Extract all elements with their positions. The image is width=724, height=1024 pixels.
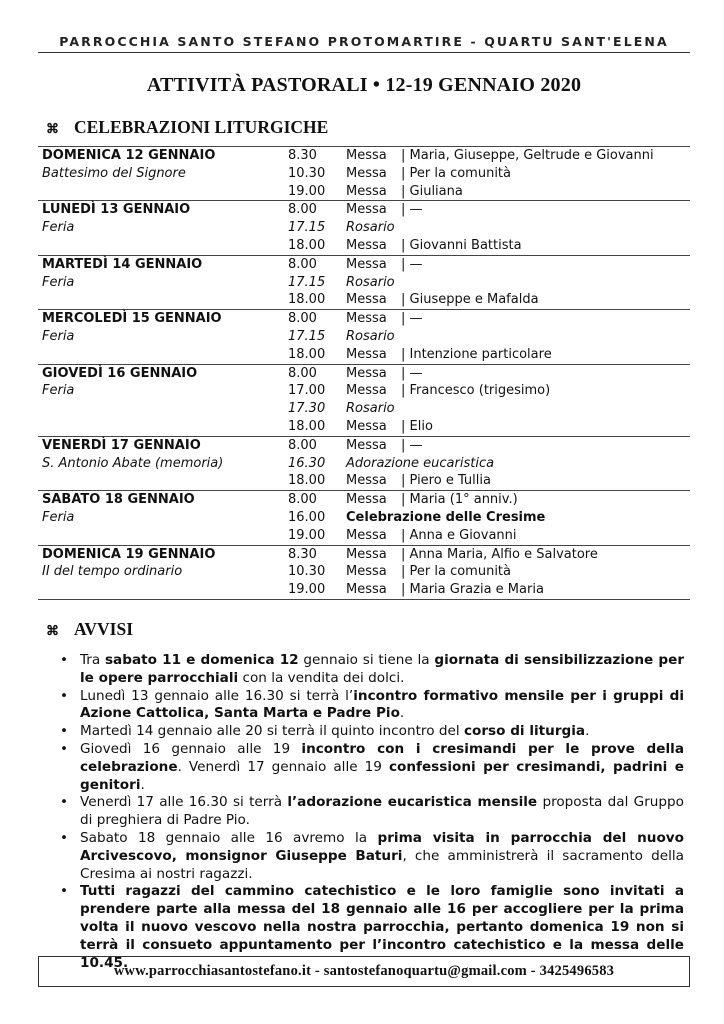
day-cell xyxy=(38,509,288,527)
separator: | xyxy=(401,256,410,272)
schedule-row xyxy=(38,436,690,454)
notice-text: . Venerdì 17 gennaio alle 19 xyxy=(177,758,389,775)
schedule-row xyxy=(38,509,690,527)
intention-cell xyxy=(401,165,690,183)
day-feast: Feria xyxy=(42,328,75,344)
header-rule xyxy=(38,52,690,53)
day-name: DOMENICA 12 GENNAIO xyxy=(42,148,216,163)
schedule-row xyxy=(38,581,690,599)
mass-intention: Intenzione particolare xyxy=(409,346,552,362)
day-block xyxy=(38,310,690,364)
section-bullet-icon: ⌘ xyxy=(46,121,59,136)
intention-cell xyxy=(401,382,690,400)
notice-text: proposta dal Gruppo di preghiera di Padre Pio. xyxy=(80,794,684,829)
day-feast: Battesimo del Signore xyxy=(42,165,186,181)
intention-cell xyxy=(401,418,690,436)
day-cell xyxy=(38,310,288,328)
celebration-type: Messa xyxy=(346,545,401,563)
time-cell: 18.00 xyxy=(288,418,326,434)
day-feast: Feria xyxy=(42,220,75,236)
day-name: LUNEDÌ 13 GENNAIO xyxy=(42,202,191,218)
day-block xyxy=(38,201,690,255)
day-feast: II del tempo ordinario xyxy=(42,564,183,580)
separator: | xyxy=(401,292,410,308)
day-cell xyxy=(38,201,288,219)
schedule-row xyxy=(38,219,690,237)
day-feast: Feria xyxy=(42,274,75,290)
day-name: MERCOLEDÌ 15 GENNAIO xyxy=(42,311,222,327)
schedule-row xyxy=(38,545,690,563)
separator: | xyxy=(401,165,410,181)
day-name: MARTEDÌ 14 GENNAIO xyxy=(42,256,203,272)
notice-highlight: incontro con i cresimandi per le prove della celebrazione xyxy=(80,740,684,775)
schedule-row xyxy=(38,255,690,273)
celebration-type: Messa xyxy=(346,237,387,253)
day-cell xyxy=(38,274,288,292)
time-cell: 18.00 xyxy=(288,473,326,489)
bullet-dot-icon: • xyxy=(60,740,69,757)
day-block xyxy=(38,147,690,201)
notice-highlight: incontro formativo mensile per i gruppi di Azione Cattolica, Santa Marta e Padre Pio xyxy=(80,687,684,722)
separator: | xyxy=(401,202,410,218)
day-block xyxy=(38,255,690,309)
day-feast: Feria xyxy=(42,509,75,525)
celebration-type: Messa xyxy=(346,364,401,382)
mass-intention: Piero e Tullia xyxy=(409,473,491,489)
celebration-type: Messa xyxy=(346,527,387,543)
day-cell xyxy=(38,237,288,255)
notice-item xyxy=(60,794,684,830)
schedule-row xyxy=(38,346,690,364)
celebration-type: Messa xyxy=(346,201,401,219)
schedule-row xyxy=(38,328,690,346)
schedule-row xyxy=(38,310,690,328)
schedule-row xyxy=(38,455,690,473)
time-cell: 19.00 xyxy=(288,581,346,599)
intention-cell xyxy=(401,491,690,509)
mass-intention: Per la comunità xyxy=(409,564,511,580)
schedule-row xyxy=(38,291,690,309)
intention-cell xyxy=(401,346,690,364)
mass-intention: Maria Grazia e Maria xyxy=(409,582,544,598)
notice-highlight: prima visita in parrocchia del nuovo Arcivescovo, monsignor Giuseppe Baturi xyxy=(80,829,685,864)
mass-intention: Giuseppe e Mafalda xyxy=(409,292,539,308)
separator: | xyxy=(401,237,410,253)
schedule-row xyxy=(38,491,690,509)
day-cell xyxy=(38,183,288,201)
intention-cell xyxy=(401,581,690,599)
notice-highlight: l’adorazione eucaristica mensile xyxy=(287,794,538,811)
notice-text: . xyxy=(140,776,145,793)
time-cell: 18.00 xyxy=(288,346,326,362)
celebration-type: Messa xyxy=(346,183,387,199)
intention-cell xyxy=(401,291,690,309)
separator: | xyxy=(401,148,410,163)
mass-intention: — xyxy=(409,311,423,327)
notice-text: Venerdì 17 alle 16.30 si terrà xyxy=(80,794,288,811)
intention-cell xyxy=(401,201,690,219)
day-cell xyxy=(38,346,288,364)
mass-intention: Anna e Giovanni xyxy=(409,527,517,543)
notice-item xyxy=(60,830,684,883)
notice-highlight: Tutti ragazzi del cammino catechistico e le loro famiglie sono invitati a prendere parte alla messa del 18 gennaio alle 16 per accogliere per la prima volta il nuovo vescovo nella nostra parrocchia, pertanto domenica 19 non si terrà il consueto appuntamento per l’incontro catechistico e la messa delle 10.45. xyxy=(80,883,684,971)
time-cell: 8.30 xyxy=(288,545,346,563)
notice-text: Martedì 14 gennaio alle 20 si terrà il quinto incontro del xyxy=(80,723,464,740)
bullet-dot-icon: • xyxy=(60,829,69,846)
schedule-row xyxy=(38,364,690,382)
liturgy-section-heading xyxy=(46,117,328,138)
celebration-type: Messa xyxy=(346,418,387,434)
celebration-type: Messa xyxy=(346,581,401,599)
celebration-type: Messa xyxy=(346,346,387,362)
time-cell: 10.30 xyxy=(288,564,326,580)
separator: | xyxy=(401,418,410,434)
time-cell: 8.00 xyxy=(288,436,346,454)
day-block xyxy=(38,436,690,490)
notice-text: gennaio si tiene la xyxy=(298,652,435,668)
celebration-type: Adorazione eucaristica xyxy=(346,455,495,471)
schedule-row xyxy=(38,472,690,490)
schedule-row xyxy=(38,274,690,292)
day-name: DOMENICA 19 GENNAIO xyxy=(42,546,216,562)
time-cell: 18.00 xyxy=(288,292,326,308)
mass-intention: Per la comunità xyxy=(409,165,511,181)
notice-item xyxy=(60,652,684,688)
intention-cell xyxy=(401,237,690,255)
notices-list xyxy=(60,652,684,972)
bullet-dot-icon: • xyxy=(60,687,69,704)
celebration-type: Messa xyxy=(346,383,387,399)
liturgy-schedule-table xyxy=(38,146,690,600)
schedule-row xyxy=(38,147,690,165)
day-name: GIOVEDÌ 16 GENNAIO xyxy=(42,365,198,381)
celebration-type: Messa xyxy=(346,564,387,580)
schedule-row xyxy=(38,237,690,255)
notice-text: Lunedì 13 gennaio alle 16.30 si terrà l’ xyxy=(80,687,354,704)
celebration-type: Rosario xyxy=(346,274,395,290)
time-cell: 19.00 xyxy=(288,527,326,543)
separator: | xyxy=(401,311,410,327)
day-block xyxy=(38,545,690,599)
schedule-row xyxy=(38,183,690,201)
mass-intention: — xyxy=(409,256,423,272)
time-cell: 17.15 xyxy=(288,328,326,344)
schedule-row xyxy=(38,527,690,545)
intention-cell xyxy=(401,563,690,581)
notice-highlight: confessioni per cresimandi, padrini e genitori xyxy=(80,758,685,793)
day-cell xyxy=(38,219,288,237)
day-feast: Feria xyxy=(42,383,75,399)
time-cell: 8.30 xyxy=(288,147,346,165)
separator: | xyxy=(401,437,410,453)
time-cell: 8.00 xyxy=(288,255,346,273)
celebration-type: Rosario xyxy=(346,328,395,344)
time-cell: 19.00 xyxy=(288,183,326,199)
bullet-dot-icon: • xyxy=(60,652,69,668)
day-cell xyxy=(38,418,288,436)
separator: | xyxy=(401,582,410,598)
schedule-row xyxy=(38,418,690,436)
document-title: ATTIVITÀ PASTORALI • 12-19 GENNAIO 2020 xyxy=(146,74,582,96)
separator: | xyxy=(401,365,410,381)
intention-cell xyxy=(401,545,690,563)
section-bullet-icon: ⌘ xyxy=(46,623,59,638)
time-cell: 18.00 xyxy=(288,237,326,253)
separator: | xyxy=(401,473,410,489)
celebration-type: Rosario xyxy=(346,401,395,417)
mass-intention: — xyxy=(409,202,423,218)
parish-header: PARROCCHIA SANTO STEFANO PROTOMARTIRE - QUARTU SANT'ELENA xyxy=(59,34,669,49)
notices-heading-text: AVVISI xyxy=(74,619,134,639)
day-cell xyxy=(38,436,288,454)
time-cell: 16.30 xyxy=(288,455,326,471)
bullet-dot-icon: • xyxy=(60,883,69,900)
notice-text: Tra xyxy=(80,652,105,668)
intention-cell xyxy=(401,364,690,382)
day-cell xyxy=(38,491,288,509)
mass-intention: Maria (1° anniv.) xyxy=(409,492,518,508)
notice-item xyxy=(60,723,684,741)
time-cell: 8.00 xyxy=(288,364,346,382)
day-cell xyxy=(38,581,288,599)
intention-cell xyxy=(401,147,690,165)
intention-cell xyxy=(401,436,690,454)
separator: | xyxy=(401,564,410,580)
mass-intention: Giuliana xyxy=(409,183,463,199)
mass-intention: Elio xyxy=(409,418,433,434)
day-cell xyxy=(38,545,288,563)
notice-highlight: sabato 11 e domenica 12 xyxy=(104,652,299,668)
schedule-row xyxy=(38,382,690,400)
liturgy-heading-text: CELEBRAZIONI LITURGICHE xyxy=(74,117,329,137)
notice-text: con la vendita dei dolci. xyxy=(238,669,405,686)
day-name: SABATO 18 GENNAIO xyxy=(42,492,195,508)
separator: | xyxy=(401,346,410,362)
footer-contacts: www.parrocchiasantostefano.it - santostefanoquartu@gmail.com - 3425496583 xyxy=(38,956,690,987)
notice-item xyxy=(60,741,684,794)
notice-text: . xyxy=(585,723,590,740)
notice-text: . xyxy=(399,705,405,722)
notice-highlight: corso di liturgia xyxy=(463,723,586,740)
celebration-type: Messa xyxy=(346,147,401,165)
day-cell xyxy=(38,364,288,382)
bullet-dot-icon: • xyxy=(60,794,69,811)
schedule-row xyxy=(38,563,690,581)
celebration-type: Messa xyxy=(346,436,401,454)
notice-text: Sabato 18 gennaio alle 16 avremo la xyxy=(80,829,378,846)
schedule-row xyxy=(38,201,690,219)
celebration-type: Messa xyxy=(346,473,387,489)
day-cell xyxy=(38,382,288,400)
day-cell xyxy=(38,291,288,309)
day-name: VENERDÌ 17 GENNAIO xyxy=(42,437,201,453)
day-cell xyxy=(38,563,288,581)
day-cell xyxy=(38,165,288,183)
separator: | xyxy=(401,527,410,543)
notice-highlight: giornata di sensibilizzazione per le opere parrocchiali xyxy=(80,652,685,686)
mass-intention: Francesco (trigesimo) xyxy=(409,383,551,399)
time-cell: 8.00 xyxy=(288,201,346,219)
day-feast: S. Antonio Abate (memoria) xyxy=(42,455,224,471)
separator: | xyxy=(401,492,410,508)
notices-section-heading xyxy=(46,619,133,640)
day-cell xyxy=(38,527,288,545)
intention-cell xyxy=(401,310,690,328)
separator: | xyxy=(401,383,410,399)
time-cell: 17.15 xyxy=(288,220,326,236)
schedule-row xyxy=(38,400,690,418)
time-cell: 17.00 xyxy=(288,383,326,399)
day-block xyxy=(38,364,690,436)
day-cell xyxy=(38,472,288,490)
mass-intention: Giovanni Battista xyxy=(409,237,522,253)
celebration-type: Messa xyxy=(346,292,387,308)
mass-intention: Anna Maria, Alfio e Salvatore xyxy=(409,546,598,562)
celebration-type: Messa xyxy=(346,491,401,509)
time-cell: 17.15 xyxy=(288,274,326,290)
day-cell xyxy=(38,455,288,473)
time-cell: 16.00 xyxy=(288,509,326,525)
celebration-type: Messa xyxy=(346,310,401,328)
time-cell: 17.30 xyxy=(288,401,326,417)
intention-cell xyxy=(401,472,690,490)
separator: | xyxy=(401,183,410,199)
notice-item xyxy=(60,688,684,724)
day-block xyxy=(38,491,690,545)
bullet-dot-icon: • xyxy=(60,723,69,740)
day-cell xyxy=(38,255,288,273)
celebration-type: Rosario xyxy=(346,220,395,236)
notice-text: , che amministrerà il sacramento della Cresima ai nostri ragazzi. xyxy=(80,847,684,882)
intention-cell xyxy=(401,255,690,273)
celebration-type: Messa xyxy=(346,255,401,273)
day-cell xyxy=(38,400,288,418)
schedule-row xyxy=(38,165,690,183)
mass-intention: — xyxy=(409,365,423,381)
time-cell: 8.00 xyxy=(288,310,346,328)
separator: | xyxy=(401,546,410,562)
time-cell: 10.30 xyxy=(288,165,326,181)
notice-text: Giovedì 16 gennaio alle 19 xyxy=(80,740,302,757)
time-cell: 8.00 xyxy=(288,491,346,509)
celebration-type: Messa xyxy=(346,165,387,181)
celebration-type: Celebrazione delle Cresime xyxy=(346,509,546,525)
day-cell xyxy=(38,328,288,346)
mass-intention: Maria, Giuseppe, Geltrude e Giovanni xyxy=(409,148,654,163)
intention-cell xyxy=(401,183,690,201)
intention-cell xyxy=(401,527,690,545)
mass-intention: — xyxy=(409,437,423,453)
day-cell xyxy=(38,147,288,165)
